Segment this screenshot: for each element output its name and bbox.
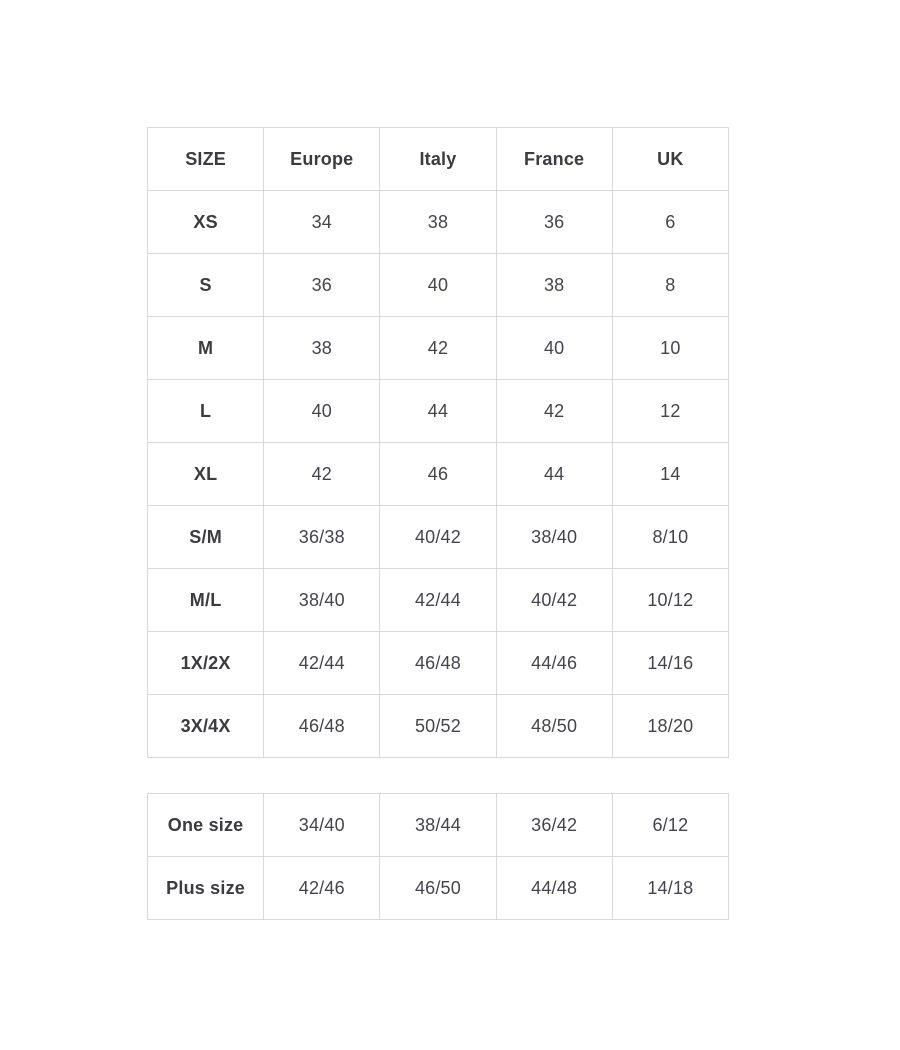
table-row — [148, 569, 729, 632]
size-value-cell: 46/48 — [264, 695, 380, 758]
size-value-cell: 40/42 — [496, 569, 612, 632]
size-value-cell: 44 — [496, 443, 612, 506]
row-label: M/L — [148, 569, 264, 632]
size-value-cell: 10 — [612, 317, 728, 380]
size-value-cell: 38/40 — [264, 569, 380, 632]
size-value-cell: 40 — [264, 380, 380, 443]
table-row — [148, 695, 729, 758]
column-header-italy: Italy — [380, 128, 496, 191]
row-label: 3X/4X — [148, 695, 264, 758]
row-label: One size — [148, 794, 264, 857]
size-value-cell: 6/12 — [612, 794, 728, 857]
row-label: 1X/2X — [148, 632, 264, 695]
size-value-cell: 42/44 — [264, 632, 380, 695]
size-value-cell: 40/42 — [380, 506, 496, 569]
size-value-cell: 8 — [612, 254, 728, 317]
size-value-cell: 18/20 — [612, 695, 728, 758]
table-row — [148, 317, 729, 380]
header-row — [148, 128, 729, 191]
size-value-cell: 46 — [380, 443, 496, 506]
size-value-cell: 44/46 — [496, 632, 612, 695]
table-row — [148, 380, 729, 443]
size-value-cell: 46/50 — [380, 857, 496, 920]
size-value-cell: 38 — [380, 191, 496, 254]
size-value-cell: 34 — [264, 191, 380, 254]
size-value-cell: 36/38 — [264, 506, 380, 569]
size-value-cell: 38 — [264, 317, 380, 380]
row-label: L — [148, 380, 264, 443]
size-value-cell: 42 — [264, 443, 380, 506]
size-table-body — [148, 191, 729, 758]
row-label: S/M — [148, 506, 264, 569]
size-value-cell: 40 — [380, 254, 496, 317]
size-value-cell: 12 — [612, 380, 728, 443]
table-row — [148, 443, 729, 506]
table-row — [148, 254, 729, 317]
size-value-cell: 10/12 — [612, 569, 728, 632]
size-value-cell: 44 — [380, 380, 496, 443]
size-value-cell: 36/42 — [496, 794, 612, 857]
size-value-cell: 36 — [496, 191, 612, 254]
size-value-cell: 48/50 — [496, 695, 612, 758]
size-value-cell: 38 — [496, 254, 612, 317]
table-row — [148, 857, 729, 920]
size-value-cell: 42 — [380, 317, 496, 380]
size-value-cell: 38/40 — [496, 506, 612, 569]
row-label: XL — [148, 443, 264, 506]
row-label: S — [148, 254, 264, 317]
row-label: Plus size — [148, 857, 264, 920]
column-header-size: SIZE — [148, 128, 264, 191]
size-conversion-table — [147, 127, 729, 758]
size-value-cell: 8/10 — [612, 506, 728, 569]
row-label: M — [148, 317, 264, 380]
table-row — [148, 506, 729, 569]
size-value-cell: 50/52 — [380, 695, 496, 758]
size-value-cell: 40 — [496, 317, 612, 380]
size-value-cell: 14/18 — [612, 857, 728, 920]
size-conversion-tables — [147, 127, 729, 920]
size-value-cell: 14/16 — [612, 632, 728, 695]
column-header-uk: UK — [612, 128, 728, 191]
size-value-cell: 38/44 — [380, 794, 496, 857]
special-sizes-table-body — [148, 794, 729, 920]
size-value-cell: 6 — [612, 191, 728, 254]
size-value-cell: 14 — [612, 443, 728, 506]
special-sizes-table — [147, 793, 729, 920]
size-value-cell: 46/48 — [380, 632, 496, 695]
table-row — [148, 632, 729, 695]
size-value-cell: 42/46 — [264, 857, 380, 920]
size-table-head — [148, 128, 729, 191]
size-value-cell: 42/44 — [380, 569, 496, 632]
column-header-europe: Europe — [264, 128, 380, 191]
row-label: XS — [148, 191, 264, 254]
size-value-cell: 42 — [496, 380, 612, 443]
table-row — [148, 794, 729, 857]
size-value-cell: 34/40 — [264, 794, 380, 857]
size-value-cell: 44/48 — [496, 857, 612, 920]
size-value-cell: 36 — [264, 254, 380, 317]
column-header-france: France — [496, 128, 612, 191]
table-row — [148, 191, 729, 254]
